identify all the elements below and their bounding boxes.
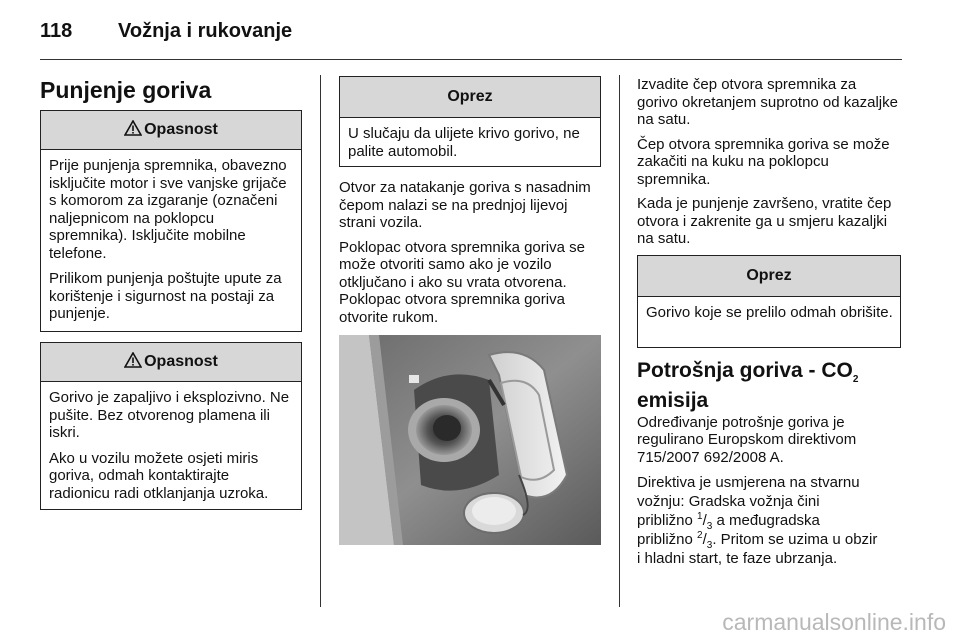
caution-box-header: Oprez: [638, 256, 900, 297]
left-column: [40, 76, 302, 510]
page-number: 118: [40, 20, 73, 42]
caution-text: Gorivo koje se prelilo odmah obrišite.: [646, 303, 893, 321]
danger-text: Prije punjenja spremnika, obavezno isključite motor i sve vanjske grijače s komorom za izgaranje (označeni naljepnicom na poklopcu spremnika). Isključite mobilne telefone.: [49, 157, 287, 262]
caution-box-2: [637, 255, 901, 348]
subsection-title-main: Potrošnja goriva - CO: [637, 358, 853, 382]
caution-text: U slučaju da ulijete krivo gorivo, ne palite automobil.: [348, 125, 580, 160]
header-divider: [40, 59, 902, 60]
danger-box-title: Opasnost: [144, 353, 218, 370]
section-title: Punjenje goriva: [40, 77, 212, 103]
subsection-title: [637, 358, 901, 384]
subsection-title-subscript: 2: [852, 373, 859, 385]
danger-box-2: [40, 342, 302, 510]
fraction-denominator: 3: [706, 540, 713, 551]
middle-column: [339, 76, 601, 333]
column-divider-1: [320, 75, 321, 607]
warning-triangle-icon: [124, 120, 142, 136]
danger-box-header: [41, 111, 301, 150]
danger-box-title: Opasnost: [144, 121, 218, 138]
body-paragraph: Otvor za natakanje goriva s nasadnim čepom nalazi se na prednjoj lijevoj strani vozila.: [339, 179, 591, 231]
fuel-filler-flap-illustration: [339, 335, 601, 545]
danger-box-header: [41, 343, 301, 382]
body-paragraph: Poklopac otvora spremnika goriva se može otvoriti samo ako je vozilo otključano i ako su vrata otvorena. Poklopac otvora spremnika goriva otvorite rukom.: [339, 238, 585, 326]
subsection-title-line2: emisija: [637, 388, 709, 412]
body-paragraph: Kada je punjenje završeno, vratite čep otvora i zakrenite ga u smjeru kazaljki na satu.: [637, 195, 892, 247]
warning-triangle-icon: [124, 352, 142, 368]
caution-box-1: [339, 76, 601, 167]
body-paragraph: Izvadite čep otvora spremnika za gorivo okretanjem suprotno od kazaljke na satu.: [637, 76, 898, 128]
caution-box-header: Oprez: [340, 77, 600, 118]
danger-text: Ako u vozilu možete osjeti miris goriva, odmah kontaktirajte radionicu radi otklanjanja uzroka.: [49, 449, 269, 502]
fraction-denominator: 3: [706, 521, 713, 532]
danger-text: Gorivo je zapaljivo i eksplozivno. Ne pušite. Bez otvorenog plamena ili iskri.: [49, 389, 290, 441]
watermark: carmanualsonline.info: [722, 609, 946, 635]
body-paragraph: Određivanje potrošnje goriva je regulirano Europskom direktivom 715/2007 692/2008 A.: [637, 413, 857, 466]
column-divider-2: [619, 75, 620, 607]
fraction-numerator: 2: [697, 530, 703, 541]
driving-cycle-paragraph: Direktiva je usmjerena na stvarnu vožnju: Gradska vožnja čini približno $^1/_3$ a međugradska približno $^2/_3$. Pritom se uzima u obzir i hladni start, te faze ubrzanja.: [637, 474, 878, 567]
fuel-filler-photo: [339, 335, 601, 545]
body-paragraph: Čep otvora spremnika goriva se može zakačiti na kuku na poklopcu spremnika.: [637, 135, 890, 188]
fraction-numerator: 1: [697, 511, 703, 522]
danger-box-1: [40, 110, 302, 332]
right-column: [637, 76, 901, 575]
chapter-title: Vožnja i rukovanje: [118, 20, 293, 42]
danger-text: Prilikom punjenja poštujte upute za korištenje i sigurnost na postaji za punjenje.: [49, 270, 282, 322]
